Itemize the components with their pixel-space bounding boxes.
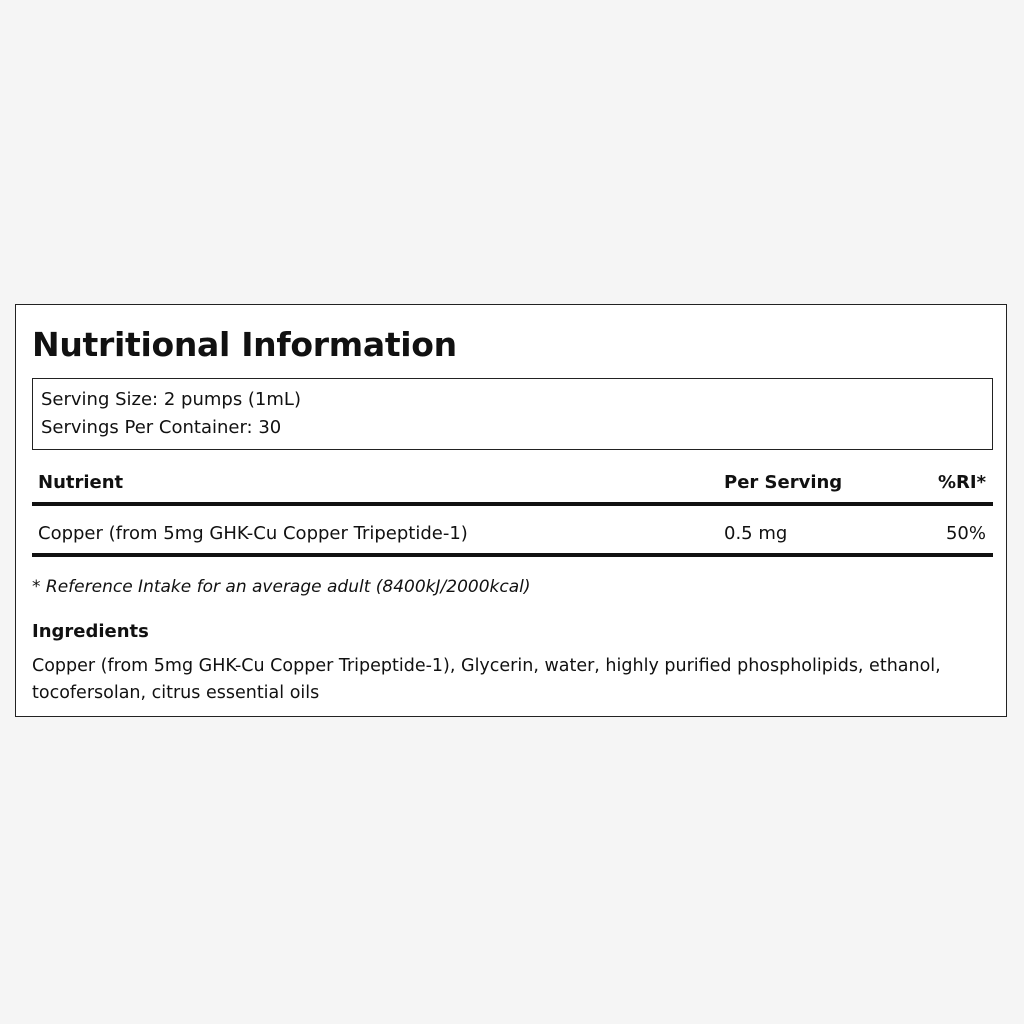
ingredients-heading: Ingredients bbox=[32, 621, 149, 642]
table-bottom-divider bbox=[32, 553, 993, 557]
table-header-per-serving: Per Serving bbox=[724, 472, 843, 493]
table-cell-per-serving: 0.5 mg bbox=[724, 523, 788, 544]
servings-per-container: Servings Per Container: 30 bbox=[41, 417, 282, 438]
ingredients-list: Copper (from 5mg GHK-Cu Copper Tripeptide-1), Glycerin, water, highly purified phospholipids, ethanol, tocofersolan, citrus essential oils bbox=[32, 656, 941, 703]
nutrition-panel bbox=[15, 304, 1007, 717]
reference-intake-footnote: * Reference Intake for an average adult (8400kJ/2000kcal) bbox=[32, 577, 531, 597]
table-header-ri: %RI* bbox=[937, 472, 986, 493]
table-cell-nutrient: Copper (from 5mg GHK-Cu Copper Tripeptide-1) bbox=[38, 523, 468, 544]
serving-info-box bbox=[32, 378, 993, 450]
table-cell-ri: 50% bbox=[945, 523, 986, 544]
panel-title: Nutritional Information bbox=[32, 325, 457, 364]
table-header-nutrient: Nutrient bbox=[38, 472, 124, 493]
header-divider bbox=[32, 502, 993, 506]
serving-size: Serving Size: 2 pumps (1mL) bbox=[41, 389, 301, 410]
